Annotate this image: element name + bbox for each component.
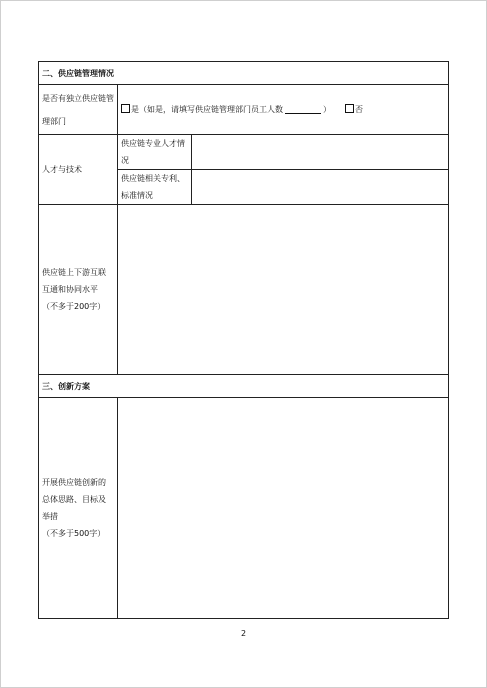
plan-label-line4: （不多于500字） <box>42 529 106 538</box>
application-form-table <box>38 61 449 619</box>
talent-sub2-label: 供应链相关专利、标准情况 <box>118 170 192 205</box>
yes-option-close: ） <box>323 105 331 114</box>
plan-label-line1: 开展供应链创新的 <box>42 478 106 487</box>
collab-row <box>39 205 449 375</box>
talent-sub2-field[interactable] <box>192 170 449 205</box>
talent-sub1-label: 供应链专业人才情况 <box>118 135 192 170</box>
no-option-text: 否 <box>355 105 363 114</box>
independent-dept-options <box>118 85 449 135</box>
plan-row <box>39 398 449 619</box>
collab-label-line1: 供应链上下游互联 <box>42 268 106 277</box>
section3-title: 三、创新方案 <box>39 375 449 398</box>
plan-label-line2: 总体思路、目标及 <box>42 495 106 504</box>
staff-count-input[interactable] <box>285 104 321 114</box>
independent-dept-label: 是否有独立供应链管理部门 <box>39 85 118 135</box>
section2-header-row <box>39 62 449 85</box>
independent-dept-row <box>39 85 449 135</box>
section3-header-row <box>39 375 449 398</box>
plan-field[interactable] <box>118 398 449 619</box>
collab-label-line2: 互通和协同水平 <box>42 285 98 294</box>
section2-title: 二、供应链管理情况 <box>39 62 449 85</box>
yes-checkbox[interactable] <box>121 104 130 113</box>
talent-label: 人才与技术 <box>39 135 118 205</box>
yes-option-text: 是（如是，请填写供应链管理部门员工人数 <box>131 105 283 114</box>
page-number: 2 <box>240 629 247 638</box>
collab-field[interactable] <box>118 205 449 375</box>
plan-label <box>39 398 118 619</box>
no-checkbox[interactable] <box>345 104 354 113</box>
talent-sub1-field[interactable] <box>192 135 449 170</box>
talent-row-1 <box>39 135 449 170</box>
plan-label-line3: 举措 <box>42 512 58 521</box>
collab-label <box>39 205 118 375</box>
collab-label-line3: （不多于200字） <box>42 302 106 311</box>
